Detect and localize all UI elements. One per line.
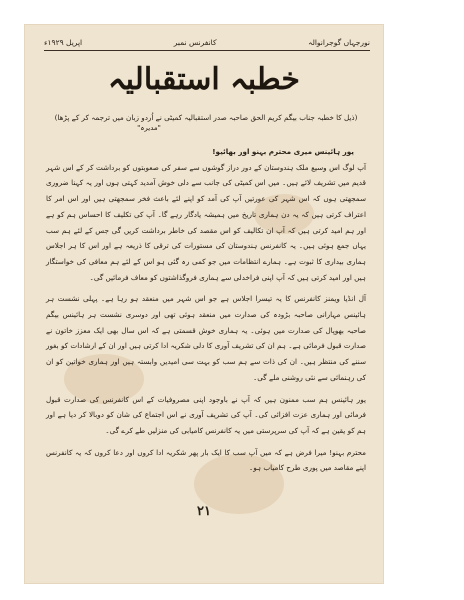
- issue-date: اپریل ۱۹۲۹ء: [44, 37, 83, 47]
- subtitle-note: (ذیل کا خطبہ جناب بیگم کریم الحق صاحبہ صدر استقبالیہ کمیٹی نے اُردو زبان میں ترجمہ کر کے پڑھا): [54, 113, 358, 122]
- running-header: [44, 36, 370, 48]
- editor-byline: "مدیرہ": [137, 124, 161, 132]
- article-body: [46, 144, 366, 482]
- document-page: [24, 24, 384, 584]
- paragraph: آل انڈیا ویمنز کانفرنس کا یہ تیسرا اجلاس ہے جو اس شہر میں منعقد ہو رہا ہے۔ پہلی نشست ہر ہائینس مہارانی صاحبہ بڑودہ کی صدارت میں منعقد ہوئی تھی اور دوسری نشست ہر ہائینس بیگم صاحبہ بھوپال کی صدارت میں ہوئی۔ یہ ہماری خوش قسمتی ہے کہ اس سال بھی ایک معزز خاتون نے صدارت قبول فرمائی ہے۔ ہم ان کی تشریف آوری کا دلی شکریہ ادا کرتی ہیں اور ان کے ارشادات کو بغور سننے کی منتظر ہیں۔ ان کی ذات سے ہم سب کو بہت سی امیدیں وابستہ ہیں اور ہماری خواتین کو ان کی رہنمائی سے نئی روشنی ملے گی۔: [46, 294, 366, 382]
- issue-label: کانفرنس نمبر: [173, 37, 217, 47]
- paragraph: محترم بہنو! میرا فرض ہے کہ میں آپ سب کا ایک بار پھر شکریہ ادا کروں اور دعا کروں کہ یہ کانفرنس اپنے مقاصد میں پوری طرح کامیاب ہو۔: [46, 447, 366, 473]
- journal-name: نورجہاں گوجرانوالہ: [308, 37, 370, 47]
- paragraph: آپ لوگ اس وسیع ملک ہندوستان کے دور دراز گوشوں سے سفر کی صعوبتوں کو برداشت کر کے اس شہر قدیم میں تشریف لائے ہیں۔ میں اس کمیٹی کی جانب سے دلی خوش آمدید کہتی ہوں اور یہ کہنا ضروری سمجھتی ہوں کہ اس شہر کی عورتیں آپ کی آمد کو اپنے لئے باعث فخر سمجھتی ہیں اور اس امر کا اعتراف کرتی ہیں کہ یہ دن ہماری تاریخ میں ہمیشہ یادگار رہے گا۔ آپ کی تکلیف کا احساس ہم کو ہے اور ہم امید کرتی ہیں کہ آپ ان تکالیف کو اس مقصد کی خاطر برداشت کریں گی جس کے لئے ہم سب یہاں جمع ہوئی ہیں۔ یہ کانفرنس ہندوستان کی مستورات کی ترقی کا ذریعہ ہے اور اس کا ہر اجلاس ہماری بیداری کا ثبوت ہے۔ ہمارے انتظامات میں جو کمی رہ گئی ہو اس کے لئے ہم معافی کی خواستگار ہیں اور امید کرتی ہیں کہ آپ اپنی فراخدلی سے ہماری فروگذاشتوں کو معاف فرمائیں گی۔: [46, 162, 366, 282]
- page-title: خطبہ استقبالیہ: [108, 62, 300, 97]
- salutation: یور ہائینس میری محترم بہنو اور بھائیو!: [212, 147, 354, 156]
- page-number: ۲۱: [197, 504, 211, 519]
- paragraph: یور ہائینس ہم سب ممنون ہیں کہ آپ نے باوجود اپنی مصروفیات کے اس کانفرنس کی صدارت قبول فرمائی اور ہماری عزت افزائی کی۔ آپ کی تشریف آوری نے اس اجتماع کی شان کو دوبالا کر دیا ہے اور ہم کو یقین ہے کہ آپ کی سرپرستی میں یہ کانفرنس کامیابی کی منزلیں طے کرے گی۔: [46, 394, 366, 435]
- header-divider: [44, 50, 370, 51]
